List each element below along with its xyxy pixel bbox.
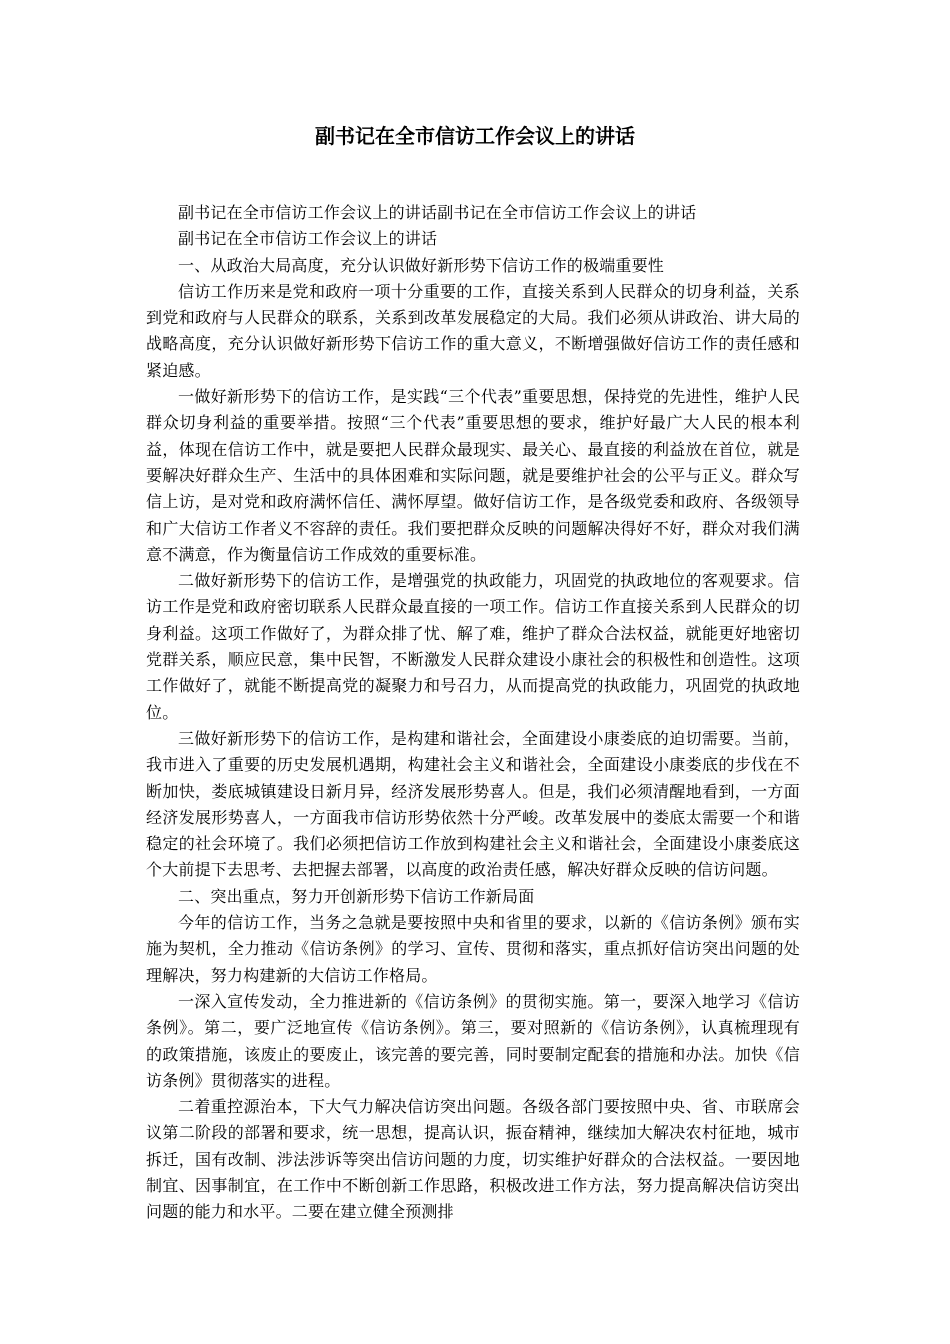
paragraph: 三做好新形势下的信访工作，是构建和谐社会，全面建设小康娄底的迫切需要。当前，我市进入了重要的历史发展机遇期，构建社会主义和谐社会，全面建设小康娄底的步伐在不断加快，娄底城镇建设日新月异，经济发展形势喜人。但是，我们必须清醒地看到，一方面经济发展形势喜人，一方面我市信访形势依然十分严峻。改革发展中的娄底太需要一个和谐稳定的社会环境了。我们必须把信访工作放到构建社会主义和谐社会，全面建设小康娄底这个大前提下去思考、去把握去部署，以高度的政治责任感，解决好群众反映的信访问题。 xyxy=(146,728,800,880)
paragraph: 今年的信访工作，当务之急就是要按照中央和省里的要求，以新的《信访条例》颁布实施为契机，全力推动《信访条例》的学习、宣传、贯彻和落实，重点抓好信访突出问题的处理解决，努力构建新的大信访工作格局。 xyxy=(146,913,800,985)
paragraph: 副书记在全市信访工作会议上的讲话副书记在全市信访工作会议上的讲话 xyxy=(178,203,697,222)
paragraph: 一做好新形势下的信访工作，是实践“三个代表”重要思想，保持党的先进性，维护人民群众切身利益的重要举措。按照“三个代表”重要思想的要求，维护好最广大人民的根本利益，体现在信访工作中，就是要把人民群众最现实、最关心、最直接的利益放在首位，就是要解决好群众生产、生活中的具体困难和实际问题，就是要维护社会的公平与正义。群众写信上访，是对党和政府满怀信任、满怀厚望。做好信访工作，是各级党委和政府、各级领导和广大信访工作者义不容辞的责任。我们要把群众反映的问题解决得好不好，群众对我们满意不满意，作为衡量信访工作成效的重要标准。 xyxy=(146,387,800,564)
section-heading: 一、从政治大局高度，充分认识做好新形势下信访工作的极端重要性 xyxy=(178,255,665,275)
section-heading: 二、突出重点，努力开创新形势下信访工作新局面 xyxy=(178,886,535,906)
paragraph: 副书记在全市信访工作会议上的讲话 xyxy=(178,229,438,249)
document-title: 副书记在全市信访工作会议上的讲话 xyxy=(315,124,635,148)
paragraph: 二着重控源治本，下大气力解决信访突出问题。各级各部门要按照中央、省、市联席会议第二阶段的部署和要求，统一思想，提高认识，振奋精神，继续加大解决农村征地，城市拆迁，国有改制、涉法涉诉等突出信访问题的力度，切实维护好群众的合法权益。一要因地制宜、因事制宜，在工作中不断创新工作思路，积极改进工作方法，努力提高解决信访突出问题的能力和水平。二要在建立健全预测排 xyxy=(146,1097,800,1222)
paragraph: 信访工作历来是党和政府一项十分重要的工作，直接关系到人民群众的切身利益，关系到党和政府与人民群众的联系，关系到改革发展稳定的大局。我们必须从讲政治、讲大局的战略高度，充分认识做好新形势下信访工作的重大意义，不断增强做好信访工作的责任感和紧迫感。 xyxy=(146,281,800,380)
paragraph: 一深入宣传发动，全力推进新的《信访条例》的贯彻实施。第一，要深入地学习《信访条例》。第二，要广泛地宣传《信访条例》。第三，要对照新的《信访条例》，认真梳理现有的政策措施，该废止的要废止，该完善的要完善，同时要制定配套的措施和办法。加快《信访条例》贯彻落实的进程。 xyxy=(146,991,800,1090)
document-body xyxy=(146,200,800,1226)
paragraph: 二做好新形势下的信访工作，是增强党的执政能力，巩固党的执政地位的客观要求。信访工作是党和政府密切联系人民群众最直接的一项工作。信访工作直接关系到人民群众的切身利益。这项工作做好了，为群众排了忧、解了难，维护了群众合法权益，就能更好地密切党群关系，顺应民意，集中民智，不断激发人民群众建设小康社会的积极性和创造性。这项工作做好了，就能不断提高党的凝聚力和号召力，从而提高党的执政能力，巩固党的执政地位。 xyxy=(146,571,800,722)
